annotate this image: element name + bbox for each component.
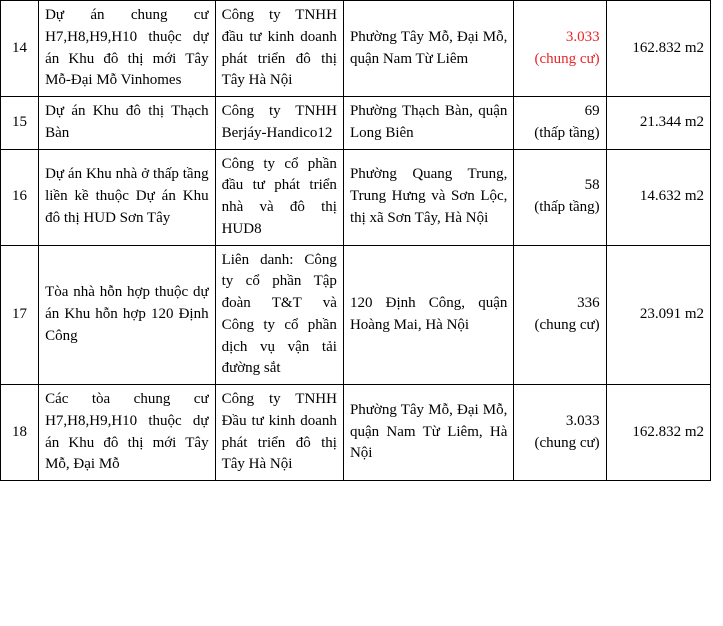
project-units-note: (chung cư) (534, 50, 600, 67)
project-name: Dự án Khu đô thị Thạch Bàn (39, 97, 215, 150)
row-index: 17 (1, 245, 39, 385)
project-address: Phường Quang Trung, Trung Hưng và Sơn Lộc, thị xã Sơn Tây, Hà Nội (343, 149, 513, 245)
row-index: 15 (1, 97, 39, 150)
project-owner: Liên danh: Công ty cổ phần Tập đoàn T&T và Công ty cổ phần dịch vụ vận tải đường sắt (215, 245, 343, 385)
row-index: 14 (1, 1, 39, 97)
project-owner: Công ty TNHH Berjáy-Handico12 (215, 97, 343, 150)
project-units-note: (thấp tầng) (534, 124, 600, 141)
project-units-value: 58 (584, 177, 600, 194)
project-units-value: 3.033 (565, 412, 600, 429)
project-units-note: (chung cư) (534, 434, 600, 451)
project-name: Tòa nhà hỗn hợp thuộc dự án Khu hỗn hợp 120 Định Công (39, 245, 215, 385)
row-index: 16 (1, 149, 39, 245)
project-name: Dự án Khu nhà ở thấp tầng liền kề thuộc Dự án Khu đô thị HUD Sơn Tây (39, 149, 215, 245)
project-owner: Công ty TNHH đầu tư kinh doanh phát triển đô thị Tây Hà Nội (215, 1, 343, 97)
table-row (1, 385, 711, 481)
project-units (514, 1, 606, 97)
project-units (514, 385, 606, 481)
project-area: 14.632 m2 (606, 149, 710, 245)
project-units-note: (chung cư) (534, 316, 600, 333)
table-row (1, 97, 711, 150)
project-name: Các tòa chung cư H7,H8,H9,H10 thuộc dự án Khu đô thị mới Tây Mỗ, Đại Mỗ (39, 385, 215, 481)
project-address: Phường Tây Mỗ, Đại Mỗ, quận Nam Từ Liêm (343, 1, 513, 97)
projects-table-body (1, 1, 711, 481)
project-owner: Công ty cổ phần đầu tư phát triển nhà và đô thị HUD8 (215, 149, 343, 245)
row-index: 18 (1, 385, 39, 481)
project-units-value: 336 (577, 295, 600, 311)
project-units (514, 245, 606, 385)
project-name: Dự án chung cư H7,H8,H9,H10 thuộc dự án Khu đô thị mới Tây Mỗ-Đại Mỗ Vinhomes (39, 1, 215, 97)
project-area: 23.091 m2 (606, 245, 710, 385)
project-address: Phường Thạch Bàn, quận Long Biên (343, 97, 513, 150)
project-area: 21.344 m2 (606, 97, 710, 150)
project-units (514, 149, 606, 245)
project-address: Phường Tây Mỗ, Đại Mỗ, quận Nam Từ Liêm, Hà Nội (343, 385, 513, 481)
project-area: 162.832 m2 (606, 1, 710, 97)
project-area: 162.832 m2 (606, 385, 710, 481)
table-row (1, 245, 711, 385)
project-units (514, 97, 606, 150)
project-units-value: 69 (584, 103, 600, 119)
project-units-value: 3.033 (565, 28, 600, 45)
project-address: 120 Định Công, quận Hoàng Mai, Hà Nội (343, 245, 513, 385)
project-owner: Công ty TNHH Đầu tư kinh doanh phát triển đô thị Tây Hà Nội (215, 385, 343, 481)
table-row (1, 149, 711, 245)
table-row (1, 1, 711, 97)
project-units-note: (thấp tầng) (534, 199, 600, 215)
